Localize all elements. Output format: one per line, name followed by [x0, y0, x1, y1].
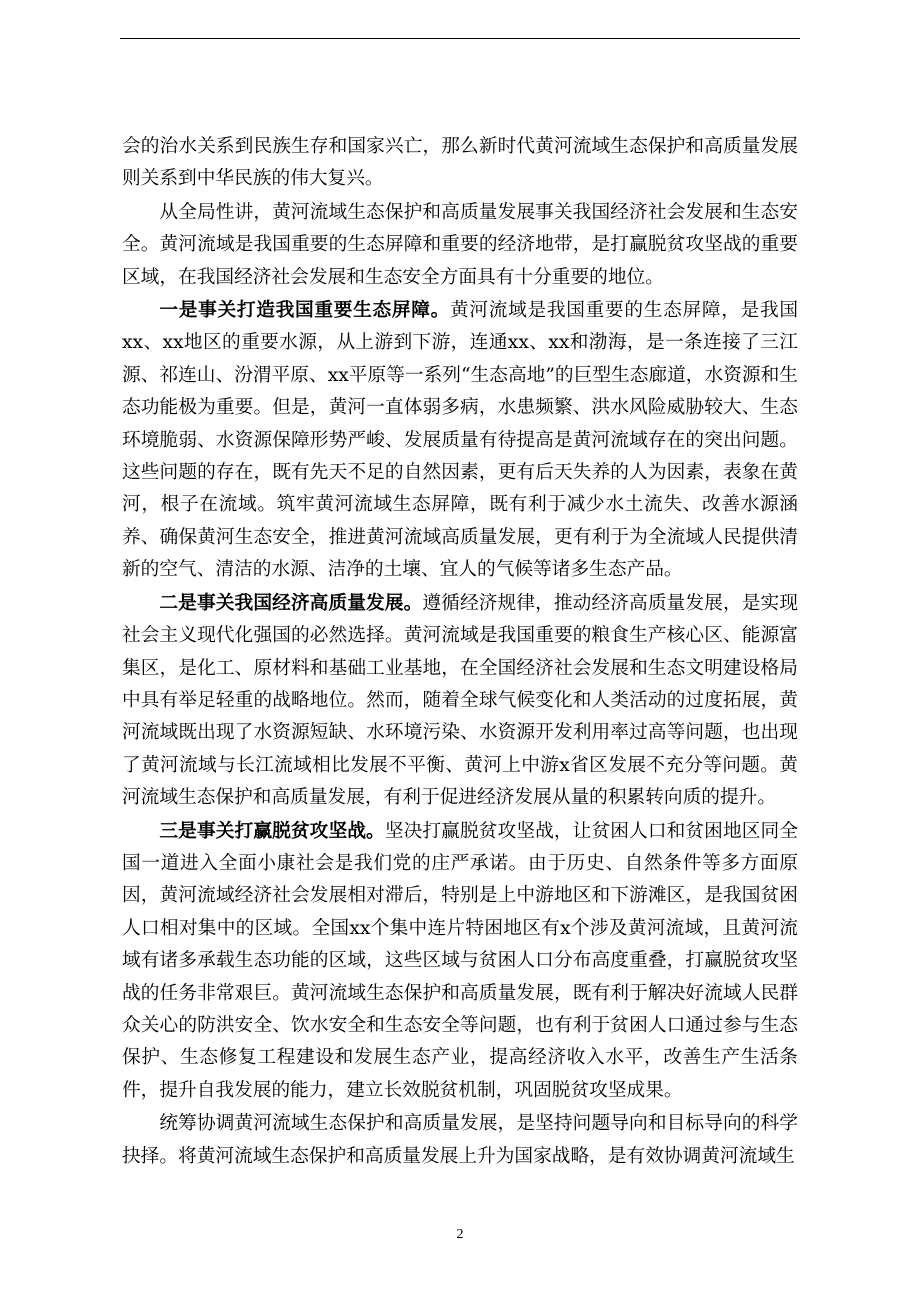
- header-rule: [120, 38, 800, 39]
- paragraph-4: [122, 587, 798, 815]
- document-body: [122, 130, 798, 1173]
- paragraph-1: [122, 130, 798, 196]
- paragraph-1-text: 会的治水关系到民族生存和国家兴亡，那么新时代黄河流域生态保护和高质量发展则关系到中华民族的伟大复兴。: [122, 136, 798, 190]
- paragraph-5: [122, 815, 798, 1108]
- paragraph-5-lead: 三是事关打赢脱贫攻坚战。: [159, 819, 385, 842]
- paragraph-3-lead: 一是事关打造我国重要生态屏障。: [159, 299, 450, 322]
- paragraph-4-lead: 二是事关我国经济高质量发展。: [159, 591, 423, 614]
- paragraph-6: [122, 1107, 798, 1173]
- paragraph-6-text: 统筹协调黄河流域生态保护和高质量发展，是坚持问题导向和目标导向的科学抉择。将黄河流域生态保护和高质量发展上升为国家战略，是有效协调黄河流域生: [122, 1113, 798, 1167]
- paragraph-4-text: 遵循经济规律，推动经济高质量发展，是实现社会主义现代化强国的必然选择。黄河流域是我国重要的粮食生产核心区、能源富集区，是化工、原材料和基础工业基地，在全国经济社会发展和生态文明建设格局中具有举足轻重的战略地位。然而，随着全球气候变化和人类活动的过度拓展，黄河流域既出现了水资源短缺、水环境污染、水资源开发利用率过高等问题，也出现了黄河流域与长江流域相比发展不平衡、黄河上中游x省区发展不充分等问题。黄河流域生态保护和高质量发展，有利于促进经济发展从量的积累转向质的提升。: [122, 592, 799, 809]
- paragraph-2: [122, 196, 798, 294]
- paragraph-3: [122, 294, 798, 587]
- paragraph-2-text: 从全局性讲，黄河流域生态保护和高质量发展事关我国经济社会发展和生态安全。黄河流域是我国重要的生态屏障和重要的经济地带，是打赢脱贫攻坚战的重要区域，在我国经济社会发展和生态安全方面具有十分重要的地位。: [122, 201, 798, 288]
- page-number: 2: [456, 1227, 464, 1242]
- paragraph-5-text: 坚决打赢脱贫攻坚战，让贫困人口和贫困地区同全国一道进入全面小康社会是我们党的庄严承诺。由于历史、自然条件等多方面原因，黄河流域经济社会发展相对滞后，特别是上中游地区和下游滩区，是我国贫困人口相对集中的区域。全国xx个集中连片特困地区有x个涉及黄河流域，且黄河流域有诸多承载生态功能的区域，这些区域与贫困人口分布高度重叠，打赢脱贫攻坚战的任务非常艰巨。黄河流域生态保护和高质量发展，既有利于解决好流域人民群众关心的防洪安全、饮水安全和生态安全等问题，也有利于贫困人口通过参与生态保护、生态修复工程建设和发展生态产业，提高经济收入水平，改善生产生活条件，提升自我发展的能力，建立长效脱贫机制，巩固脱贫攻坚成果。: [122, 820, 799, 1101]
- paragraph-3-text: 黄河流域是我国重要的生态屏障，是我国xx、xx地区的重要水源，从上游到下游，连通xx、xx和渤海，是一条连接了三江源、祁连山、汾渭平原、xx平原等一系列“生态高地”的巨型生态廊道，水资源和生态功能极为重要。但是，黄河一直体弱多病，水患频繁、洪水风险威胁较大、生态环境脆弱、水资源保障形势严峻、发展质量有待提高是黄河流域存在的突出问题。这些问题的存在，既有先天不足的自然因素，更有后天失养的人为因素，表象在黄河，根子在流域。筑牢黄河流域生态屏障，既有利于减少水土流失、改善水源涵养、确保黄河生态安全，推进黄河流域高质量发展，更有利于为全流域人民提供清新的空气、清洁的水源、洁净的土壤、宜人的气候等诸多生态产品。: [122, 300, 799, 581]
